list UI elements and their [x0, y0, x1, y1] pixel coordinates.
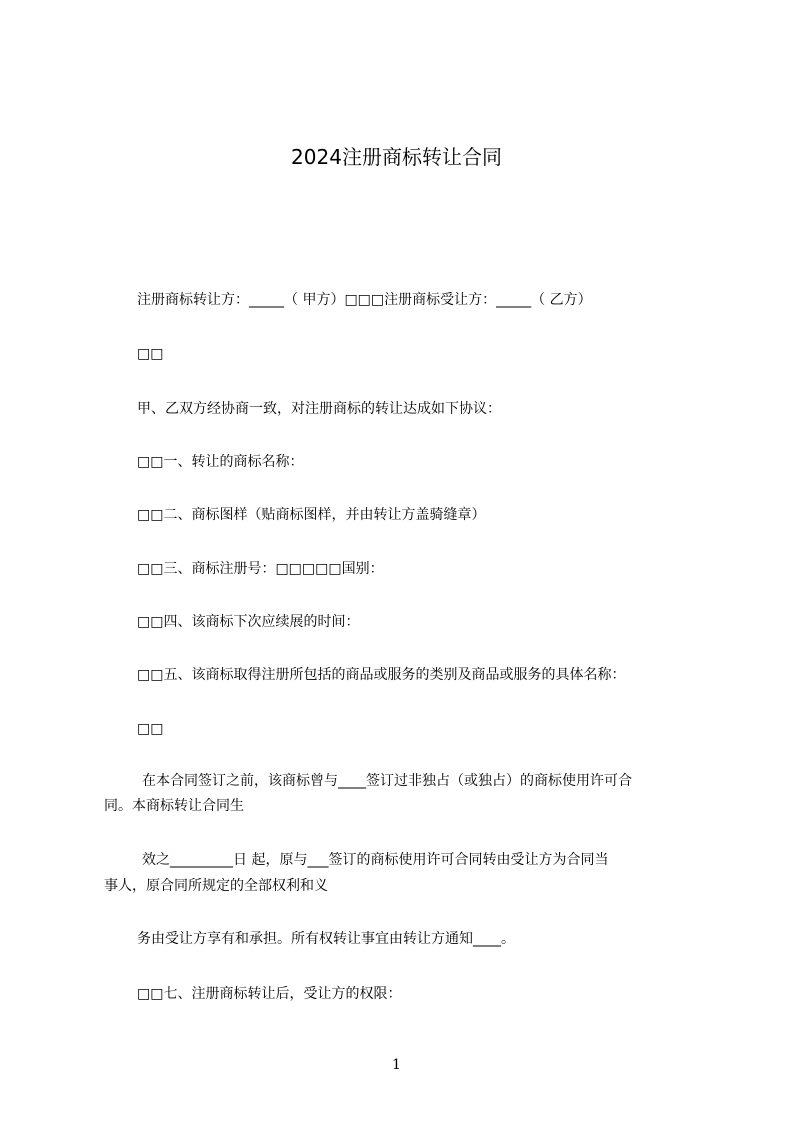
clause-1: □□一、转让的商标名称：	[137, 454, 304, 470]
clause-3: □□三、商标注册号：□□□□□国别：	[137, 561, 384, 577]
paragraph-6-line-2: 同。本商标转让合同生	[104, 798, 244, 814]
paragraph-6-line-5: 务由受让方享有和承担。所有权转让事宜由转让方通知____。	[137, 931, 515, 947]
paragraph-6-line-4: 事人，原合同所规定的全部权利和义	[104, 878, 328, 894]
agreement-intro: 甲、乙双方经协商一致，对注册商标的转让达成如下协议：	[137, 401, 501, 417]
paragraph-6-line-3: 效之_________日 起，原与___签订的商标使用许可合同转由受让方为合同当	[142, 852, 609, 868]
placeholder-line: □□	[137, 721, 164, 737]
paragraph-6-line-1: 在本合同签订之前，该商标曾与____签订过非独占（或独占）的商标使用许可合	[142, 773, 632, 789]
clause-5: □□五、该商标取得注册所包括的商品或服务的类别及商品或服务的具体名称：	[137, 667, 626, 683]
clause-4: □□四、该商标下次应续展的时间：	[137, 614, 360, 630]
clause-2: □□二、商标图样（贴商标图样，并由转让方盖骑缝章）	[137, 507, 486, 523]
clause-7: □□七、注册商标转让后，受让方的权限：	[137, 986, 402, 1002]
page-number: 1	[392, 1057, 401, 1073]
placeholder-line: □□	[137, 346, 164, 362]
parties-line: 注册商标转让方：_____（ 甲方）□□□注册商标受让方：_____（ 乙方）	[137, 292, 592, 308]
document-title: 2024注册商标转让合同	[291, 145, 502, 169]
